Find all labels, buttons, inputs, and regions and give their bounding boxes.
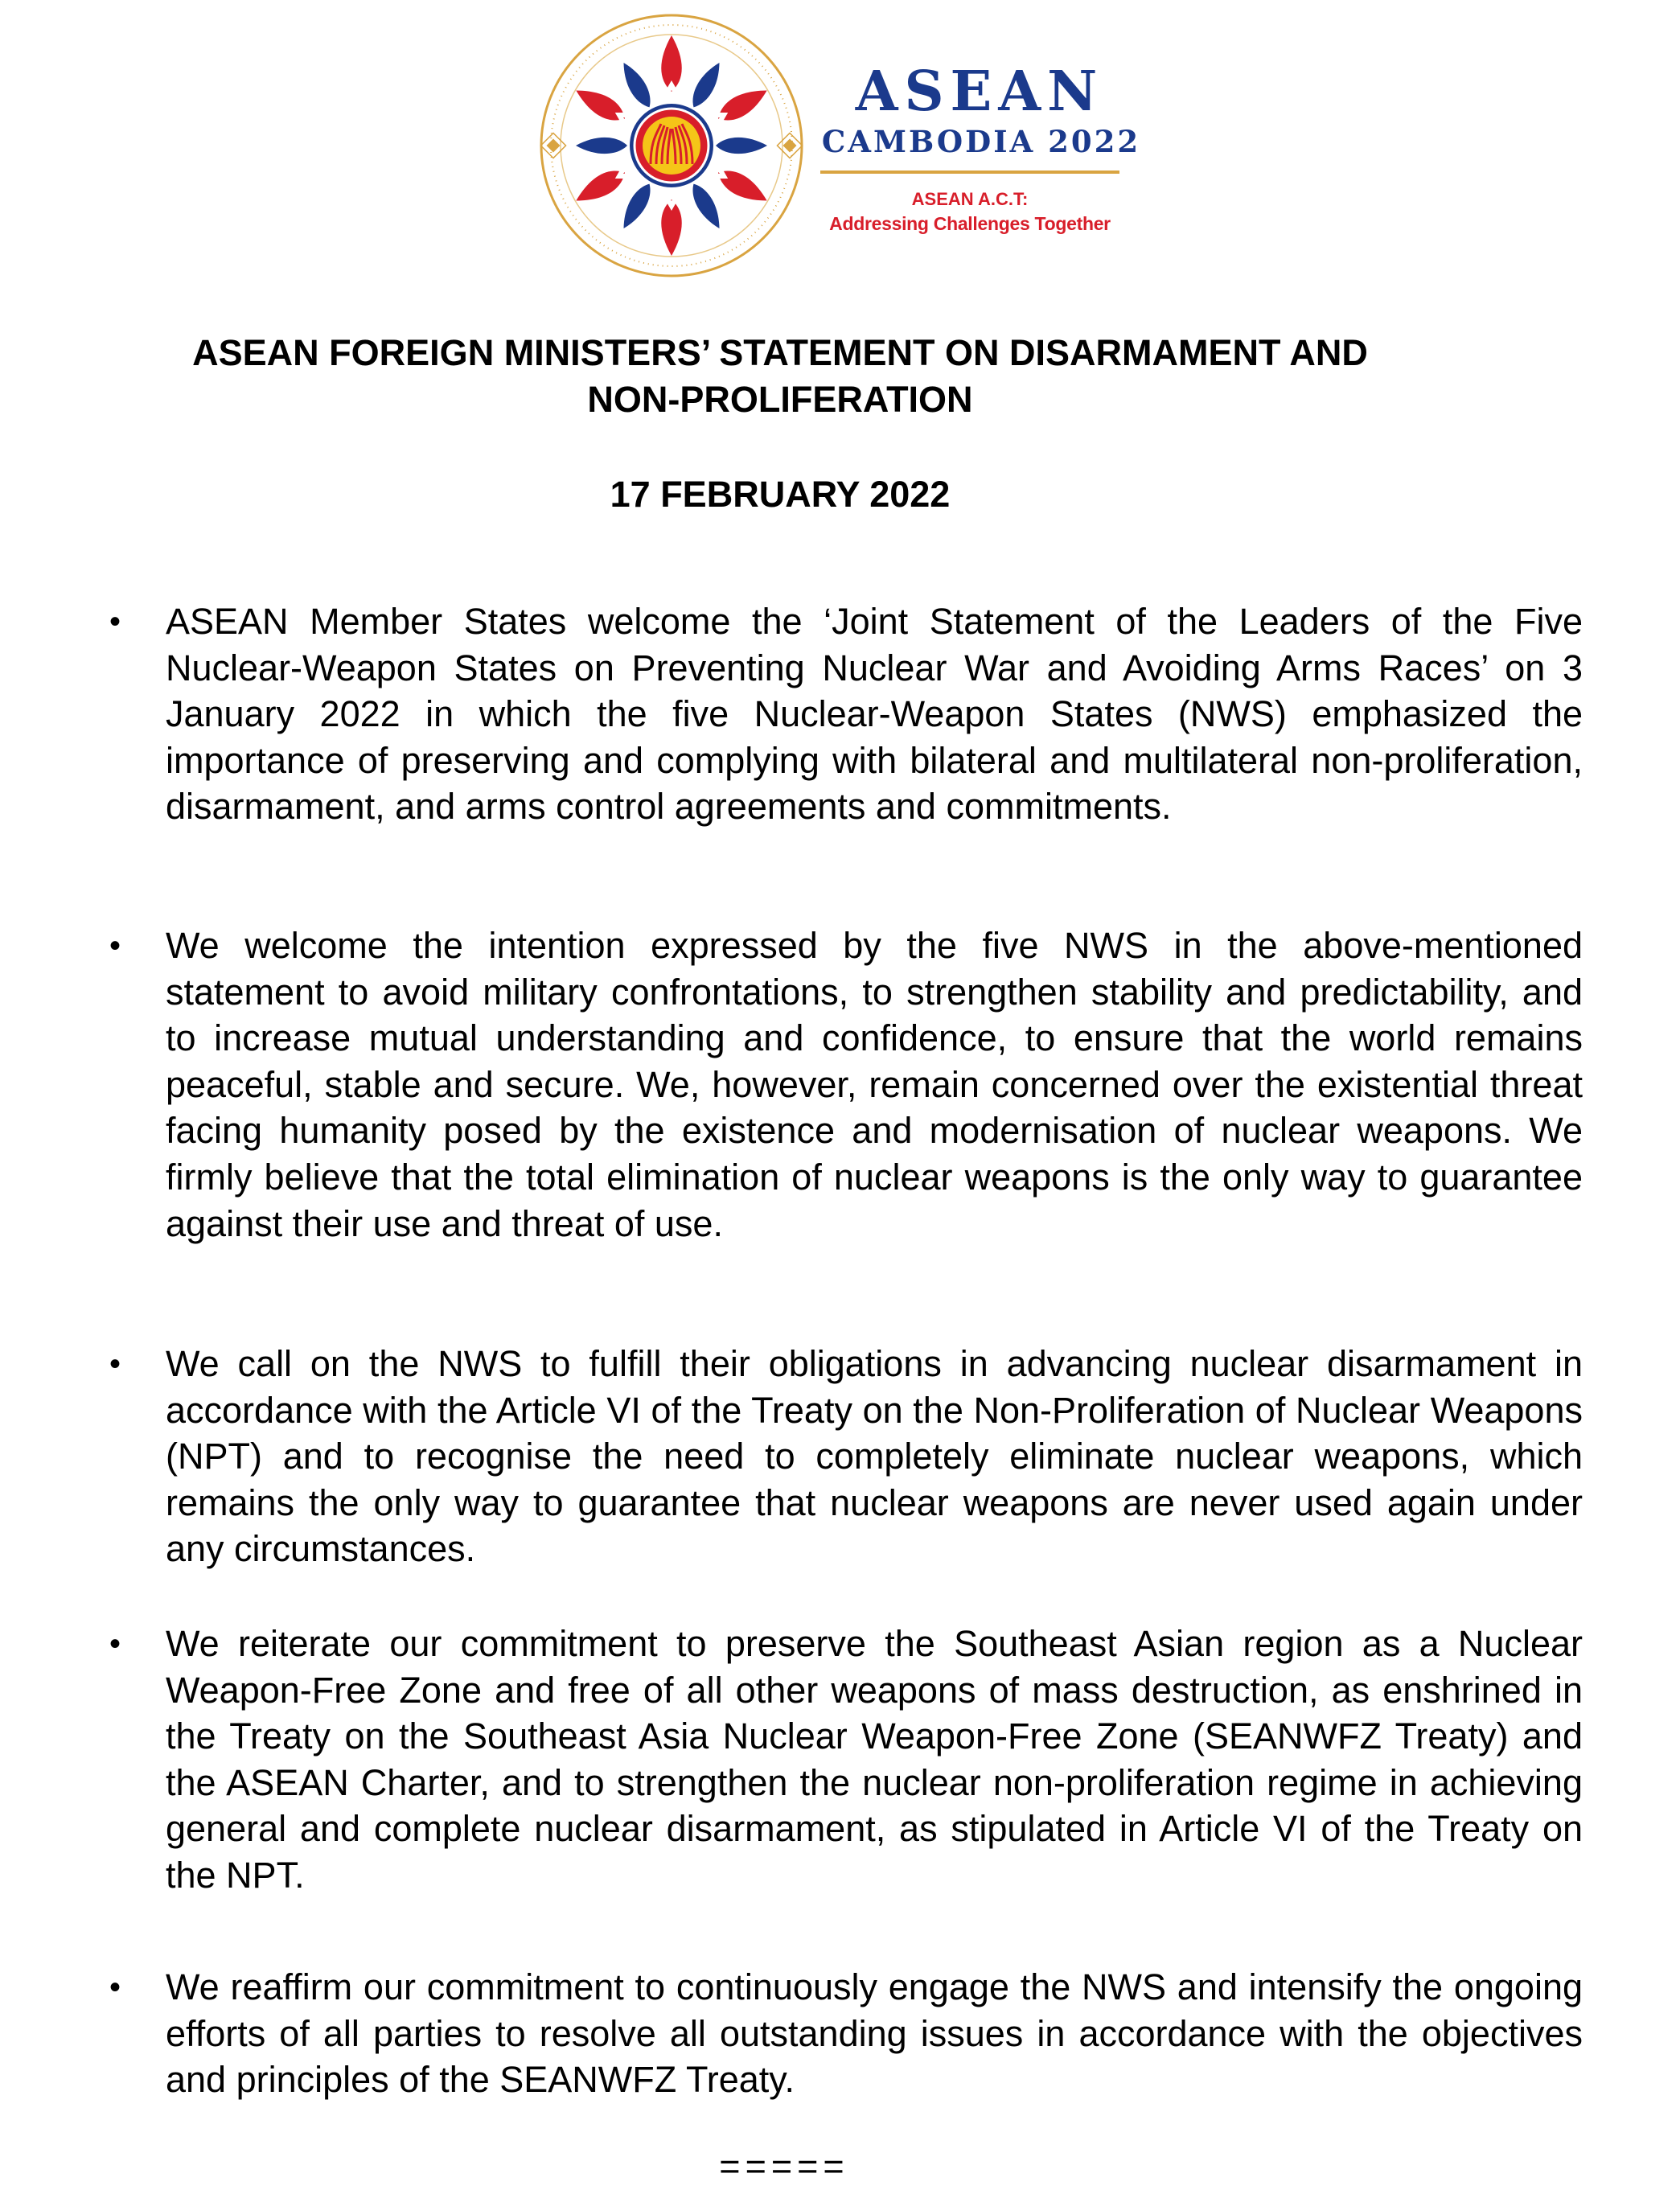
title-line-2: NON-PROLIFERATION — [587, 379, 973, 420]
brand-divider — [820, 171, 1119, 174]
bullet-icon: • — [109, 928, 121, 964]
brand-subtitle: CAMBODIA 2022 — [821, 124, 1141, 159]
closing-mark: ===== — [719, 2146, 849, 2187]
asean-cambodia-emblem — [537, 11, 807, 281]
paragraph-text: We call on the NWS to fulfill their obligations in advancing nuclear disarmament in accordance with the Article VI of the Treaty on the Non-Proliferation of Nuclear Weapons (NPT) and to recognise the need to completely eliminate nuclear weapons, which remains the only way to guarantee that nuclear weapons are never used again under any circumstances. — [166, 1343, 1583, 1570]
title-line-1: ASEAN FOREIGN MINISTERS’ STATEMENT ON DISARMAMENT AND — [192, 332, 1368, 373]
bullet-icon: • — [109, 1346, 121, 1382]
paragraph-text: We reaffirm our commitment to continuously engage the NWS and intensify the ongoing efforts of all parties to resolve all outstanding issues in accordance with the objectives and principles of the SEANWFZ Treaty. — [166, 1966, 1583, 2101]
bullet-icon: • — [109, 1970, 121, 2005]
brand-tagline-2: Addressing Challenges Together — [829, 213, 1111, 234]
brand-block — [820, 61, 1142, 235]
brand-name: ASEAN — [855, 60, 1104, 124]
document-title — [0, 330, 1560, 423]
paragraph-text: We welcome the intention expressed by the five NWS in the above-mentioned statement to avoid military confrontations, to strengthen stability and predictability, and to increase mutual understanding and confidence, to ensure that the world remains peaceful, stable and secure. We, however, remain concerned over the existential threat facing humanity posed by the existence and modernisation of nuclear weapons. We firmly believe that the total elimination of nuclear weapons is the only way to guarantee against their use and threat of use. — [166, 925, 1583, 1244]
header-logo — [537, 11, 1148, 281]
bullet-icon: • — [109, 1626, 121, 1662]
paragraph-text: We reiterate our commitment to preserve the Southeast Asian region as a Nuclear Weapon-Free Zone and free of all other weapons of mass destruction, as enshrined in the Treaty on the Southeast Asia Nuclear Weapon-Free Zone (SEANWFZ Treaty) and the ASEAN Charter, and to strengthen the nuclear non-proliferation regime in achieving general and complete nuclear disarmament, as stipulated in Article VI of the Treaty on the NPT. — [166, 1623, 1583, 1896]
brand-tagline-1: ASEAN A.C.T: — [911, 189, 1029, 209]
document-date: 17 FEBRUARY 2022 — [610, 474, 951, 515]
paragraph-text: ASEAN Member States welcome the ‘Joint Statement of the Leaders of the Five Nuclear-Weapon States on Preventing Nuclear War and Avoiding Arms Races’ on 3 January 2022 in which the five Nuclear-Weapon States (NWS) emphasized the importance of preserving and complying with bilateral and multilateral non-proliferation, disarmament, and arms control agreements and commitments. — [166, 601, 1583, 828]
bullet-icon: • — [109, 604, 121, 639]
